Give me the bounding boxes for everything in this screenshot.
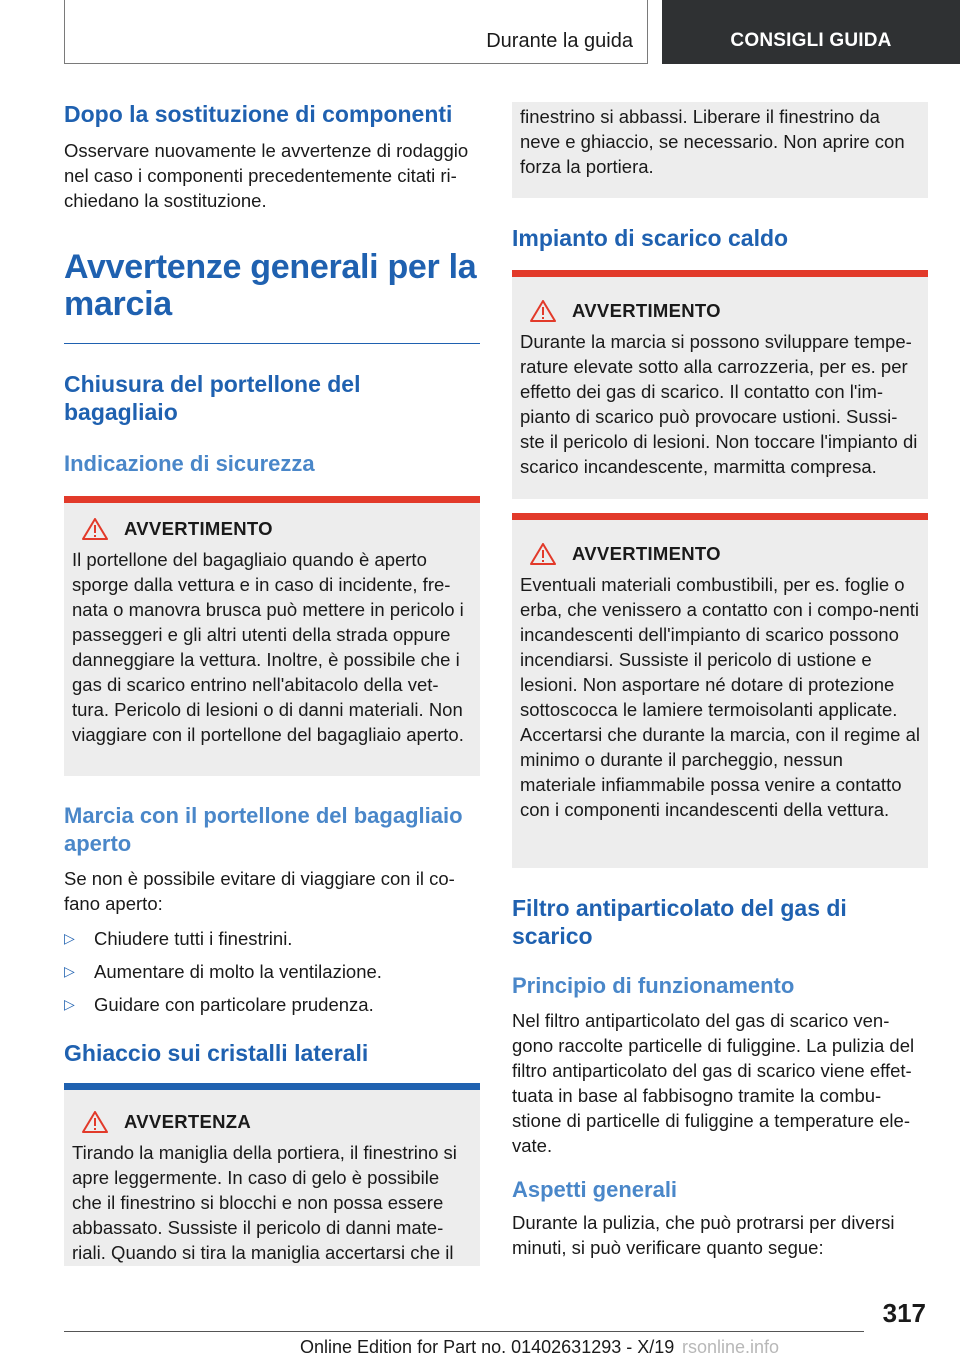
warning-box-exhaust-heat <box>512 277 928 499</box>
paragraph-component-replacement: Osservare nuovamente le avvertenze di rodaggio nel caso i componenti precedentemente citati ri-chiedano la sostituzione. <box>64 140 469 211</box>
bullet-triangle-icon: ▷ <box>64 963 75 979</box>
warning-bar <box>64 496 480 503</box>
watermark: rsonline.info <box>682 1337 780 1357</box>
caution-box-continued <box>512 102 928 198</box>
warning-label: AVVERTIMENTO <box>124 518 273 539</box>
header-frame <box>64 0 648 64</box>
list-item: ▷ Guidare con particolare prudenza. <box>64 994 374 1015</box>
bullet-triangle-icon: ▷ <box>64 930 75 946</box>
warning-text-tailgate: Il portellone del bagagliaio quando è aperto sporge dalla vettura e in caso di incidente, fre-nata o manovra brusca può mettere in pericolo i passeggeri e gli altri utenti della strada oppure danneggiare la vettura. Inoltre, è possibile che i gas di scarico entrino nell'abitacolo della vet-tura. Pericolo di lesioni o di danni materiali. Non viaggiare con il portellone del bagagliaio aperto. <box>72 549 464 745</box>
caution-text-ice: Tirando la maniglia della portiera, il finestrino si apre leggermente. In caso di gelo è possibile che il finestrino si blocchi e non possa essere abbassato. Sussiste il pericolo di danni mate-riali. Quando si tira la maniglia accertarsi che il <box>72 1142 457 1263</box>
list-item: ▷ Chiudere tutti i finestrini. <box>64 928 293 949</box>
bullet-triangle-icon: ▷ <box>64 996 75 1012</box>
caution-label: AVVERTENZA <box>124 1111 252 1132</box>
warning-bar <box>512 270 928 277</box>
warning-header <box>530 542 920 566</box>
warning-text-exhaust-heat: Durante la marcia si possono sviluppare tempe-rature elevate sotto alla carrozzeria, per es. per effetto dei gas di scarico. Il contatto con l'im-pianto di scarico può provocare ustioni. Sussi-ste il pericolo di lesioni. Non toccare l'impianto di scarico incandescente, marmitta compresa. <box>520 331 918 477</box>
heading-hot-exhaust: Impianto di scarico caldo <box>512 225 789 251</box>
chapter-tab <box>662 0 960 64</box>
warning-box-tailgate <box>64 503 480 776</box>
warning-box-combustible <box>512 520 928 868</box>
warning-triangle-icon <box>530 543 556 565</box>
caution-text-continued: finestrino si abbassi. Liberare il finestrino da neve e ghiaccio, se necessario. Non aprire con forza la portiera. <box>520 106 905 177</box>
warning-label: AVVERTIMENTO <box>572 300 721 321</box>
caution-bar <box>64 1083 480 1090</box>
subheading-driving-open-tailgate: Marcia con il portellone del bagagliaio aperto <box>64 803 463 856</box>
warning-triangle-icon <box>82 1111 108 1133</box>
heading-ice-side-windows: Ghiaccio sui cristalli laterali <box>64 1040 369 1066</box>
warning-triangle-icon <box>82 518 108 540</box>
page-number: 317 <box>882 1298 926 1328</box>
chapter-divider <box>64 343 480 344</box>
paragraph-general-aspects: Durante la pulizia, che può protrarsi per diversi minuti, si può verificare quanto segue: <box>512 1212 895 1258</box>
warning-header <box>82 517 472 541</box>
footer-divider <box>64 1331 864 1332</box>
heading-particulate-filter: Filtro antiparticolato del gas di scarico <box>512 895 847 949</box>
section-title: Durante la guida <box>486 30 633 52</box>
caution-box-ice <box>64 1090 480 1266</box>
caution-header <box>82 1110 472 1134</box>
right-column <box>512 102 928 1260</box>
heading-tailgate-closing: Chiusura del portellone del bagagliaio <box>64 371 361 425</box>
subheading-general-aspects: Aspetti generali <box>512 1177 678 1202</box>
edition-note: Online Edition for Part no. 01402631293 - X/19 <box>300 1337 675 1357</box>
warning-header <box>530 299 920 323</box>
chapter-title: Avvertenze generali per la marcia <box>64 248 477 323</box>
warning-text-combustible: Eventuali materiali combustibili, per es. foglie o erba, che venissero a contatto con i compo-nenti incandescenti dell'impianto di scarico possono incendiarsi. Sussiste il pericolo di ustione e lesioni. Non asportare né dotare di protezione sottoscocca le lamiere termoisolanti applicate. Accertarsi che durante la marcia, con il regime al minimo o durante il parcheggio, nessun materiale infiammabile possa venire a contatto con i componenti incandescenti della vettura. <box>520 574 920 820</box>
chapter-tab-label: CONSIGLI GUIDA <box>730 30 892 51</box>
warning-bar <box>512 513 928 520</box>
heading-component-replacement: Dopo la sostituzione di componenti <box>64 101 453 127</box>
subheading-operating-principle: Principio di funzionamento <box>512 973 795 998</box>
warning-triangle-icon <box>530 300 556 322</box>
paragraph-driving-open-tailgate: Se non è possibile evitare di viaggiare con il co-fano aperto: <box>64 868 455 914</box>
paragraph-operating-principle: Nel filtro antiparticolato del gas di scarico ven-gono raccolte particelle di fuliggine. La pulizia del filtro antiparticolato del gas di scarico viene effet-tuata in base al fabbisogno tramite la combu-stione di particelle di fuliggine a temperature ele-vate. <box>512 1010 915 1156</box>
list-item: ▷ Aumentare di molto la ventilazione. <box>64 961 382 982</box>
warning-label: AVVERTIMENTO <box>572 543 721 564</box>
subheading-safety-note: Indicazione di sicurezza <box>64 451 315 476</box>
left-column <box>64 100 480 1266</box>
tailgate-instructions-list <box>64 926 480 1017</box>
